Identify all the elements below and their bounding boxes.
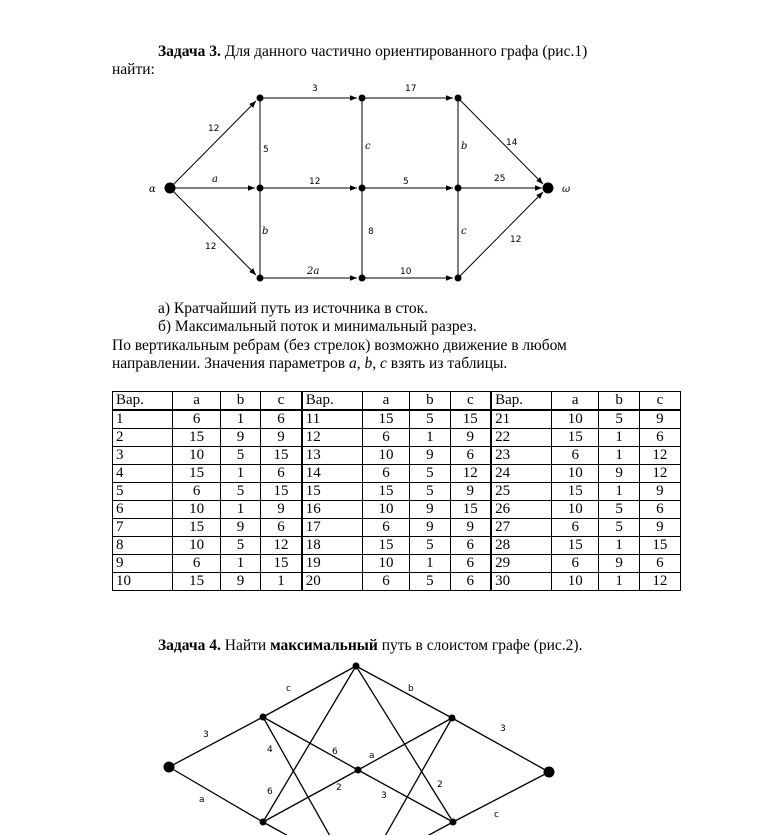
node2: [449, 715, 456, 722]
param-cell: 9: [410, 519, 450, 537]
label-to-sink-top: 14: [506, 138, 518, 148]
variant-number-cell: 16: [302, 501, 362, 519]
edge2-c-w: [452, 718, 549, 772]
param-cell: 9: [220, 519, 260, 537]
node: [257, 95, 264, 102]
label-v3-down: c: [461, 226, 467, 237]
graph-figure-1: [0, 0, 779, 300]
node-sink: [543, 183, 554, 194]
edge2-b-t: [263, 666, 356, 822]
table-header-cell: c: [450, 392, 491, 411]
param-cell: 5: [220, 537, 260, 555]
task4-heading: [158, 637, 582, 655]
param-cell: 6: [450, 555, 491, 573]
variant-number-cell: 24: [491, 465, 551, 483]
label2-s-a: 3: [203, 730, 209, 740]
node2: [353, 663, 360, 670]
label2-m-c: a: [369, 751, 375, 761]
variant-number-cell: 17: [302, 519, 362, 537]
param-cell: 5: [220, 483, 260, 501]
table-row: [113, 537, 681, 555]
variant-number-cell: 6: [113, 501, 173, 519]
param-cell: 9: [450, 483, 491, 501]
edge2-s-b: [169, 767, 263, 822]
variant-number-cell: 8: [113, 537, 173, 555]
table-row: [113, 429, 681, 447]
label2-a-t: c: [286, 684, 291, 694]
param-cell: 6: [450, 447, 491, 465]
node-source: [165, 183, 176, 194]
variant-number-cell: 14: [302, 465, 362, 483]
param-cell: 5: [599, 519, 639, 537]
edge2-bot-c: [380, 718, 452, 835]
param-cell: 15: [450, 501, 491, 519]
task4-title-bold: Задача 4.: [158, 637, 221, 654]
label-bot-2: 10: [400, 267, 412, 277]
param-cell: 9: [599, 465, 639, 483]
variant-number-cell: 15: [302, 483, 362, 501]
param-cell: 1: [261, 573, 302, 591]
param-cell: 1: [599, 537, 639, 555]
edge2-a-t: [263, 666, 356, 717]
param-cell: 15: [173, 519, 220, 537]
param-cell: 15: [552, 537, 599, 555]
param-cell: 9: [639, 410, 680, 429]
param-cell: 6: [261, 519, 302, 537]
param-cell: 15: [552, 483, 599, 501]
label2-t-c: b: [408, 684, 414, 694]
node2-source: [164, 762, 175, 773]
param-cell: 6: [639, 501, 680, 519]
table-header-cell: b: [410, 392, 450, 411]
table-row: [113, 573, 681, 591]
sink-label: ω: [562, 184, 571, 195]
param-cell: 5: [410, 465, 450, 483]
param-cell: 15: [261, 483, 302, 501]
param-cell: 1: [410, 429, 450, 447]
edge2-b-m: [263, 770, 358, 822]
label-v2-down: 8: [368, 227, 374, 237]
param-cell: 9: [220, 573, 260, 591]
label-mid-2: 5: [403, 177, 409, 187]
edge2-a-m: [263, 717, 358, 770]
label-bot-1: 2a: [307, 266, 320, 277]
task3-note-line1: По вертикальным ребрам (без стрелок) возможно движение в любом: [112, 337, 567, 354]
param-cell: 15: [450, 410, 491, 429]
param-cell: 15: [173, 465, 220, 483]
param-cell: 15: [639, 537, 680, 555]
task3-item-b: б) Максимальный поток и минимальный разрез.: [158, 318, 477, 335]
param-cell: 15: [552, 429, 599, 447]
label2-m-d: 3: [381, 791, 387, 801]
param-cell: 6: [362, 465, 409, 483]
param-cell: 12: [261, 537, 302, 555]
param-cell: 10: [552, 465, 599, 483]
edge2-bot-d: [405, 822, 453, 835]
table-header-cell: a: [173, 392, 220, 411]
table-header-cell: a: [362, 392, 409, 411]
task4-title-rest: путь в слоистом графе (рис.2).: [377, 637, 583, 654]
param-cell: 5: [410, 410, 450, 429]
edge-to-sink-bot: [458, 192, 543, 278]
node: [359, 95, 366, 102]
param-cell: 9: [220, 429, 260, 447]
param-cell: 6: [552, 447, 599, 465]
param-cell: 5: [410, 483, 450, 501]
label-top-2: 17: [405, 84, 417, 94]
edge-src-bot: [170, 188, 256, 275]
variant-number-cell: 29: [491, 555, 551, 573]
node: [455, 185, 462, 192]
param-cell: 6: [639, 555, 680, 573]
label-top-1: 3: [312, 84, 318, 94]
label-v1-down: b: [262, 226, 269, 237]
param-cell: 1: [220, 501, 260, 519]
table-row: [113, 447, 681, 465]
variant-number-cell: 25: [491, 483, 551, 501]
label-v2-up: c: [365, 141, 371, 152]
param-cell: 6: [362, 573, 409, 591]
table-header-cell: b: [599, 392, 639, 411]
param-cell: 15: [362, 537, 409, 555]
variant-number-cell: 20: [302, 573, 362, 591]
task3-item-a: а) Кратчайший путь из источника в сток.: [158, 300, 429, 317]
edge2-b-bot: [263, 822, 310, 835]
variant-number-cell: 30: [491, 573, 551, 591]
variant-number-cell: 28: [491, 537, 551, 555]
node: [455, 95, 462, 102]
param-cell: 10: [173, 447, 220, 465]
variants-table: [112, 391, 681, 591]
note-params: a, b, c: [349, 355, 387, 372]
param-cell: 6: [173, 555, 220, 573]
param-cell: 6: [173, 483, 220, 501]
table-header-cell: a: [552, 392, 599, 411]
param-cell: 5: [599, 501, 639, 519]
node2: [260, 819, 267, 826]
node: [359, 185, 366, 192]
variant-number-cell: 19: [302, 555, 362, 573]
label2-c-w: 3: [500, 724, 506, 734]
param-cell: 5: [410, 537, 450, 555]
node: [257, 185, 264, 192]
variant-number-cell: 1: [113, 410, 173, 429]
param-cell: 9: [261, 429, 302, 447]
label2-b-m: 2: [336, 783, 342, 793]
label-src-top: 12: [208, 124, 220, 134]
variant-number-cell: 13: [302, 447, 362, 465]
node: [359, 275, 366, 282]
param-cell: 6: [639, 429, 680, 447]
edge2-s-a: [169, 717, 263, 767]
param-cell: 9: [410, 501, 450, 519]
param-cell: 6: [173, 410, 220, 429]
table-row: [113, 555, 681, 573]
variant-number-cell: 2: [113, 429, 173, 447]
param-cell: 6: [362, 429, 409, 447]
table-row: [113, 410, 681, 429]
variant-number-cell: 18: [302, 537, 362, 555]
param-cell: 10: [362, 447, 409, 465]
param-cell: 6: [450, 537, 491, 555]
param-cell: 6: [261, 410, 302, 429]
edge2-m-c: [358, 718, 452, 770]
node2: [355, 767, 362, 774]
variant-number-cell: 4: [113, 465, 173, 483]
node: [257, 275, 264, 282]
node: [455, 275, 462, 282]
label-v3-up: b: [461, 141, 468, 152]
table-header-cell: Вар.: [302, 392, 362, 411]
variant-number-cell: 27: [491, 519, 551, 537]
label-to-sink-bot: 12: [510, 235, 522, 245]
param-cell: 15: [261, 555, 302, 573]
table-row: [113, 519, 681, 537]
param-cell: 6: [261, 465, 302, 483]
param-cell: 12: [639, 447, 680, 465]
task3-title-line2: найти:: [112, 61, 155, 78]
node2-sink: [544, 767, 555, 778]
edge2-t-d: [356, 666, 453, 822]
param-cell: 10: [362, 501, 409, 519]
variant-number-cell: 5: [113, 483, 173, 501]
variant-number-cell: 22: [491, 429, 551, 447]
task3-note-line2: [112, 355, 507, 373]
param-cell: 12: [450, 465, 491, 483]
param-cell: 9: [410, 447, 450, 465]
edge2-t-c: [356, 666, 452, 718]
label-src-bot: 12: [205, 242, 217, 252]
param-cell: 5: [599, 410, 639, 429]
param-cell: 9: [450, 429, 491, 447]
label2-b-t: 6: [267, 787, 273, 797]
table-header-cell: c: [261, 392, 302, 411]
table-header-cell: c: [639, 392, 680, 411]
node2: [260, 714, 267, 721]
variant-number-cell: 23: [491, 447, 551, 465]
task3-title-bold: Задача 3.: [158, 43, 221, 60]
node2: [450, 819, 457, 826]
label-mid-3: 25: [494, 174, 506, 184]
param-cell: 6: [552, 519, 599, 537]
param-cell: 1: [599, 447, 639, 465]
param-cell: 9: [599, 555, 639, 573]
param-cell: 10: [173, 537, 220, 555]
table-row: [113, 483, 681, 501]
param-cell: 12: [639, 573, 680, 591]
edge-to-sink-top: [458, 98, 543, 184]
param-cell: 15: [173, 429, 220, 447]
variant-number-cell: 10: [113, 573, 173, 591]
param-cell: 15: [362, 410, 409, 429]
param-cell: 1: [220, 410, 260, 429]
param-cell: 15: [173, 573, 220, 591]
table-header-cell: Вар.: [113, 392, 173, 411]
param-cell: 10: [552, 573, 599, 591]
param-cell: 1: [599, 573, 639, 591]
variant-number-cell: 9: [113, 555, 173, 573]
label-mid-1: 12: [309, 177, 321, 187]
param-cell: 6: [362, 519, 409, 537]
param-cell: 9: [639, 483, 680, 501]
task4-title-bold2: максимальный: [270, 637, 378, 654]
label2-d-w: c: [494, 810, 499, 820]
param-cell: 1: [599, 483, 639, 501]
param-cell: 6: [450, 573, 491, 591]
variant-number-cell: 3: [113, 447, 173, 465]
param-cell: 15: [362, 483, 409, 501]
param-cell: 1: [220, 555, 260, 573]
task4-title-mid: Найти: [220, 637, 271, 654]
label-src-mid: a: [212, 174, 218, 185]
edge2-a-bot: [263, 717, 335, 835]
edge2-m-d: [358, 770, 453, 822]
param-cell: 9: [639, 519, 680, 537]
param-cell: 12: [639, 465, 680, 483]
param-cell: 15: [261, 447, 302, 465]
variant-number-cell: 21: [491, 410, 551, 429]
param-cell: 9: [450, 519, 491, 537]
table-row: [113, 465, 681, 483]
label2-a-bot: 4: [267, 745, 273, 755]
param-cell: 10: [173, 501, 220, 519]
label2-t-d: 2: [437, 780, 443, 790]
note-pre: направлении. Значения параметров: [112, 355, 349, 372]
variant-number-cell: 12: [302, 429, 362, 447]
table-header-row: [113, 392, 681, 411]
variant-number-cell: 26: [491, 501, 551, 519]
note-post: взять из таблицы.: [386, 355, 508, 372]
edge2-d-w: [453, 772, 549, 822]
param-cell: 5: [220, 447, 260, 465]
param-cell: 1: [410, 555, 450, 573]
param-cell: 10: [552, 501, 599, 519]
variant-number-cell: 7: [113, 519, 173, 537]
label2-s-b: a: [199, 795, 205, 805]
table-row: [113, 501, 681, 519]
source-label: α: [149, 184, 156, 195]
table-header-cell: Вар.: [491, 392, 551, 411]
task3-title-rest: Для данного частично ориентированного графа (рис.1): [220, 43, 588, 60]
variant-number-cell: 11: [302, 410, 362, 429]
label2-a-m: 6: [332, 747, 338, 757]
param-cell: 5: [410, 573, 450, 591]
param-cell: 1: [220, 465, 260, 483]
param-cell: 6: [552, 555, 599, 573]
table-header-cell: b: [220, 392, 260, 411]
param-cell: 9: [261, 501, 302, 519]
param-cell: 10: [552, 410, 599, 429]
label-v1-up: 5: [263, 145, 269, 155]
param-cell: 10: [362, 555, 409, 573]
param-cell: 1: [599, 429, 639, 447]
